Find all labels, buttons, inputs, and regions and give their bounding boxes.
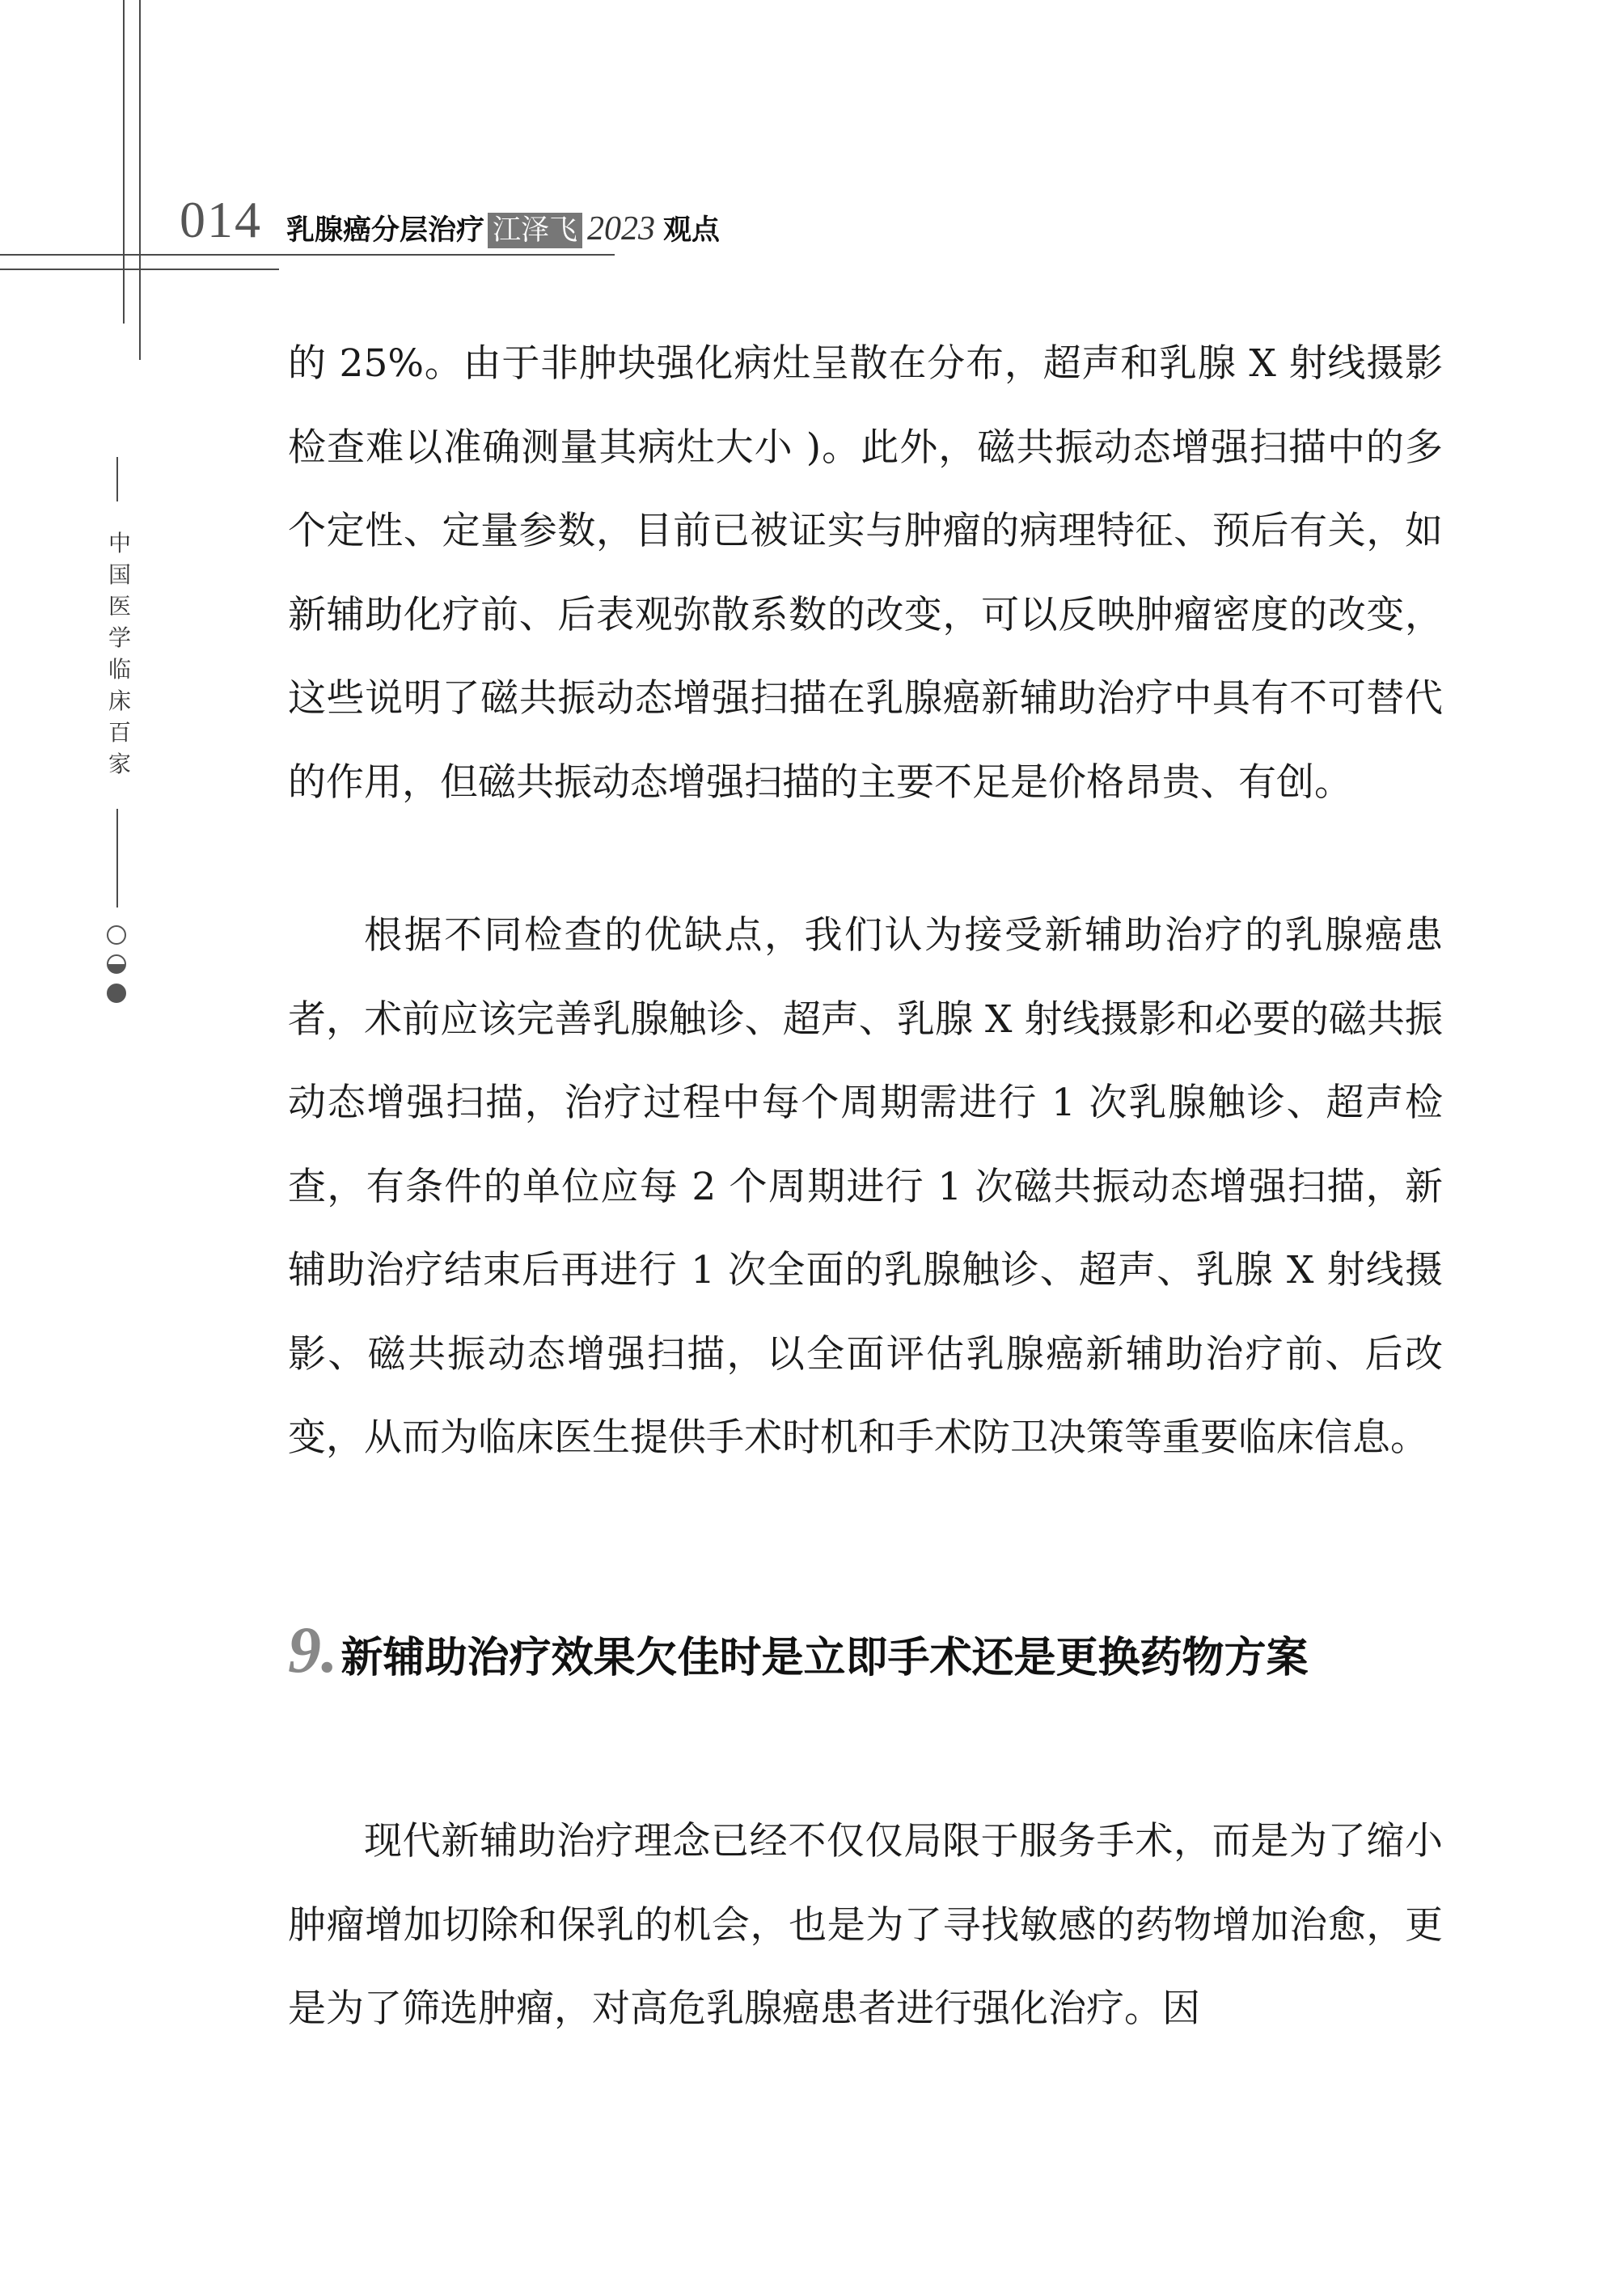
sidebar-vertical-rule-lower [116,809,118,907]
series-title-vertical: 中国医学临床百家 [108,530,131,777]
book-title: 乳腺癌分层治疗 [286,214,485,247]
section-heading [288,1606,1453,1703]
section-title: 新辅助治疗效果欠佳时是立即手术还是更换药物方案 [340,1634,1309,1682]
top-horizontal-rule [0,254,615,256]
running-header-title [286,212,720,246]
section-number: 9. [288,1613,338,1686]
open-circle-icon [107,925,126,945]
filled-circle-icon [107,984,126,1003]
half-circle-icon [107,954,126,974]
author-name: 江泽飞 [488,213,582,248]
paragraph-2: 根据不同检查的优缺点，我们认为接受新辅助治疗的乳腺癌患者，术前应该完善乳腺触诊、超声、乳腺 X 射线摄影和必要的磁共振动态增强扫描，治疗过程中每个周期需进行 1 次乳腺触诊、超声检查，有条件的单位应每 2 个周期进行 1 次磁共振动态增强扫描，新辅助治疗结束后再进行 1 次全面的乳腺触诊、超声、乳腺 X 射线摄影、磁共振动态增强扫描，以全面评估乳腺癌新辅助治疗前、后改变，从而为临床医生提供手术时机和手术防卫决策等重要临床信息。 [288,913,1443,1460]
page-number: 014 [180,191,262,248]
paragraph-3: 现代新辅助治疗理念已经不仅仅局限于服务手术，而是为了缩小肿瘤增加切除和保乳的机会，也是为了寻找敏感的药物增加治愈，更是为了筛选肿瘤，对高危乳腺癌患者进行强化治疗。因 [288,1819,1443,2031]
top-vertical-rule-right [139,0,141,360]
book-title-suffix: 观点 [663,214,721,247]
edition-year: 2023 [587,210,656,247]
sidebar-vertical-rule-upper [116,457,118,501]
paragraph-1: 的 25%。由于非肿块强化病灶呈散在分布，超声和乳腺 X 射线摄影检查难以准确测量其病灶大小 )。此外，磁共振动态增强扫描中的多个定性、定量参数，目前已被证实与肿瘤的病理特征、预后有关，如新辅助化疗前、后表观弥散系数的改变，可以反映肿瘤密度的改变，这些说明了磁共振动态增强扫描在乳腺癌新辅助治疗中具有不可替代的作用，但磁共振动态增强扫描的主要不足是价格昂贵、有创。 [288,341,1443,805]
top-vertical-rule-left [123,0,125,324]
top-horizontal-rule-second [0,269,279,270]
